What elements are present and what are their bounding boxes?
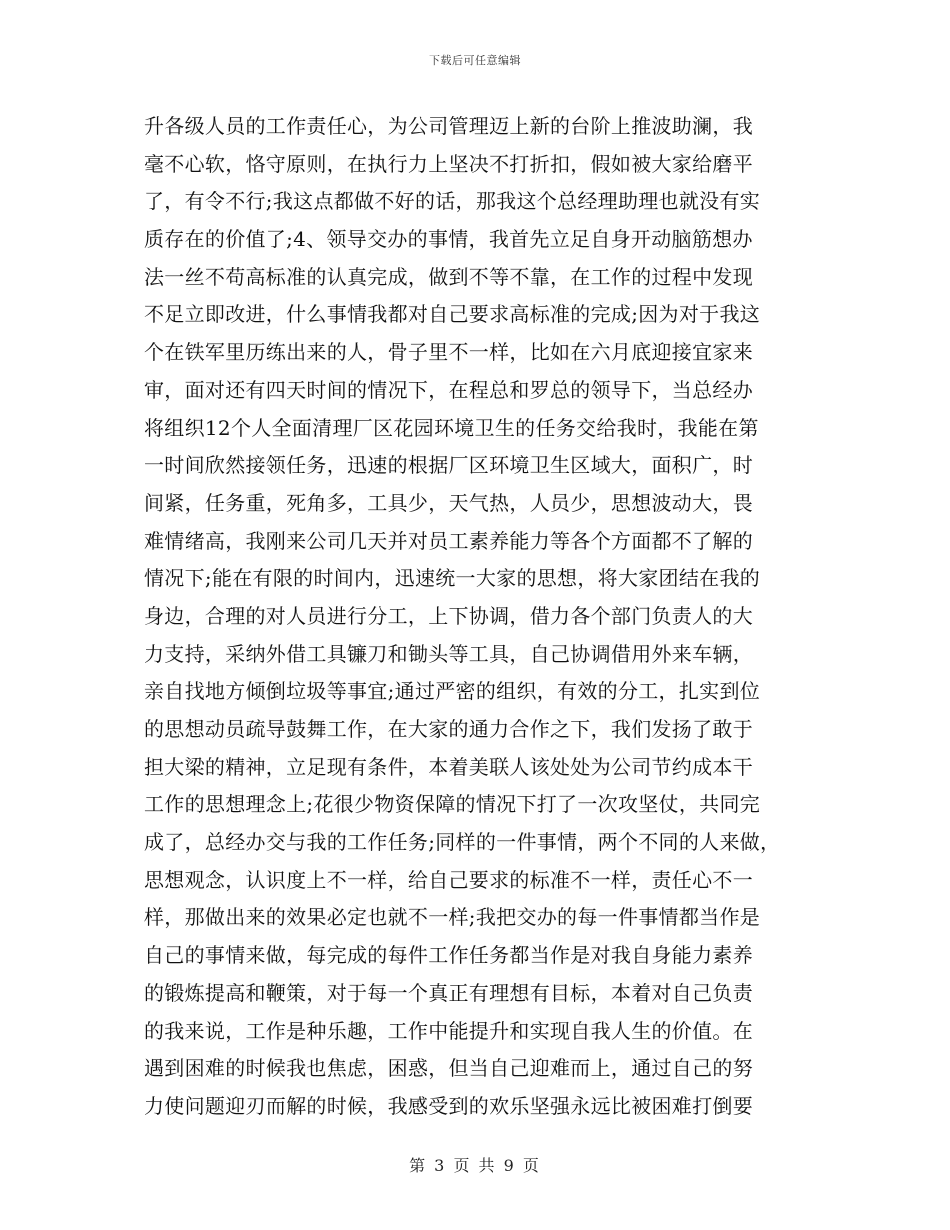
- body-line: 工作的思想理念上;花很少物资保障的情况下打了一次攻坚仗，共同完: [144, 792, 761, 817]
- body-line: 法一丝不苟高标准的认真完成，做到不等不靠，在工作的过程中发现: [144, 264, 753, 289]
- body-line: 遇到困难的时候我也焦虑，困惑，但当自己迎难而上，通过自己的努: [144, 1056, 753, 1081]
- body-line: 的锻炼提高和鞭策，对于每一个真正有理想有目标，本着对自己负责: [144, 980, 753, 1005]
- body-line: 毫不心软，恪守原则，在执行力上坚决不打折扣，假如被大家给磨平: [144, 151, 753, 176]
- body-line: 一时间欣然接领任务，迅速的根据厂区环境卫生区域大，面积广，时: [144, 453, 753, 478]
- body-line: 思想观念，认识度上不一样，给自己要求的标准不一样，责任心不一: [144, 867, 753, 892]
- body-line: 情况下;能在有限的时间内，迅速统一大家的思想，将大家团结在我的: [144, 566, 761, 591]
- body-line: 亲自找地方倾倒垃圾等事宜;通过严密的组织，有效的分工，扎实到位: [144, 679, 761, 704]
- document-body: [144, 108, 809, 1126]
- body-line: 升各级人员的工作责任心，为公司管理迈上新的台阶上推波助澜，我: [144, 114, 753, 138]
- page-header: 下载后可任意编辑: [429, 54, 521, 67]
- body-line: 将组织12个人全面清理厂区花园环境卫生的任务交给我时，我能在第: [144, 415, 759, 440]
- body-line: 的思想动员疏导鼓舞工作，在大家的通力合作之下，我们发扬了敢于: [144, 717, 753, 741]
- body-line: 力支持，采纳外借工具镰刀和锄头等工具，自己协调借用外来车辆，: [144, 641, 753, 666]
- body-line: 了，有令不行;我这点都做不好的话，那我这个总经理助理也就没有实: [144, 189, 761, 214]
- body-line: 间紧，任务重，死角多，工具少，天气热，人员少，思想波动大，畏: [144, 490, 753, 515]
- body-line: 审，面对还有四天时间的情况下，在程总和罗总的领导下，当总经办: [144, 377, 753, 402]
- body-line: 身边，合理的对人员进行分工，上下协调，借力各个部门负责人的大: [144, 603, 753, 628]
- body-line: 质存在的价值了;4、领导交办的事情，我首先立足自身开动脑筋想办: [144, 227, 753, 252]
- body-line: 担大梁的精神，立足现有条件，本着美联人该处处为公司节约成本干: [144, 754, 753, 779]
- body-line: 样，那做出来的效果必定也就不一样;我把交办的每一件事情都当作是: [144, 905, 761, 930]
- body-line: 成了，总经办交与我的工作任务;同样的一件事情，两个不同的人来做，: [144, 830, 781, 855]
- body-line: 不足立即改进，什么事情我都对自己要求高标准的完成;因为对于我这: [144, 302, 761, 327]
- page-footer: 第 3 页 共 9 页: [409, 1156, 541, 1175]
- body-line: 自己的事情来做，每完成的每件工作任务都当作是对我自身能力素养: [144, 943, 753, 968]
- body-line: 难情绪高，我刚来公司几天并对员工素养能力等各个方面都不了解的: [144, 528, 753, 553]
- body-line: 的我来说，工作是种乐趣，工作中能提升和实现自我人生的价值。在: [144, 1018, 753, 1043]
- body-line: 个在铁军里历练出来的人，骨子里不一样，比如在六月底迎接宜家来: [144, 340, 753, 365]
- body-line: 力使问题迎刃而解的时候，我感受到的欢乐坚强永远比被困难打倒要: [144, 1093, 753, 1118]
